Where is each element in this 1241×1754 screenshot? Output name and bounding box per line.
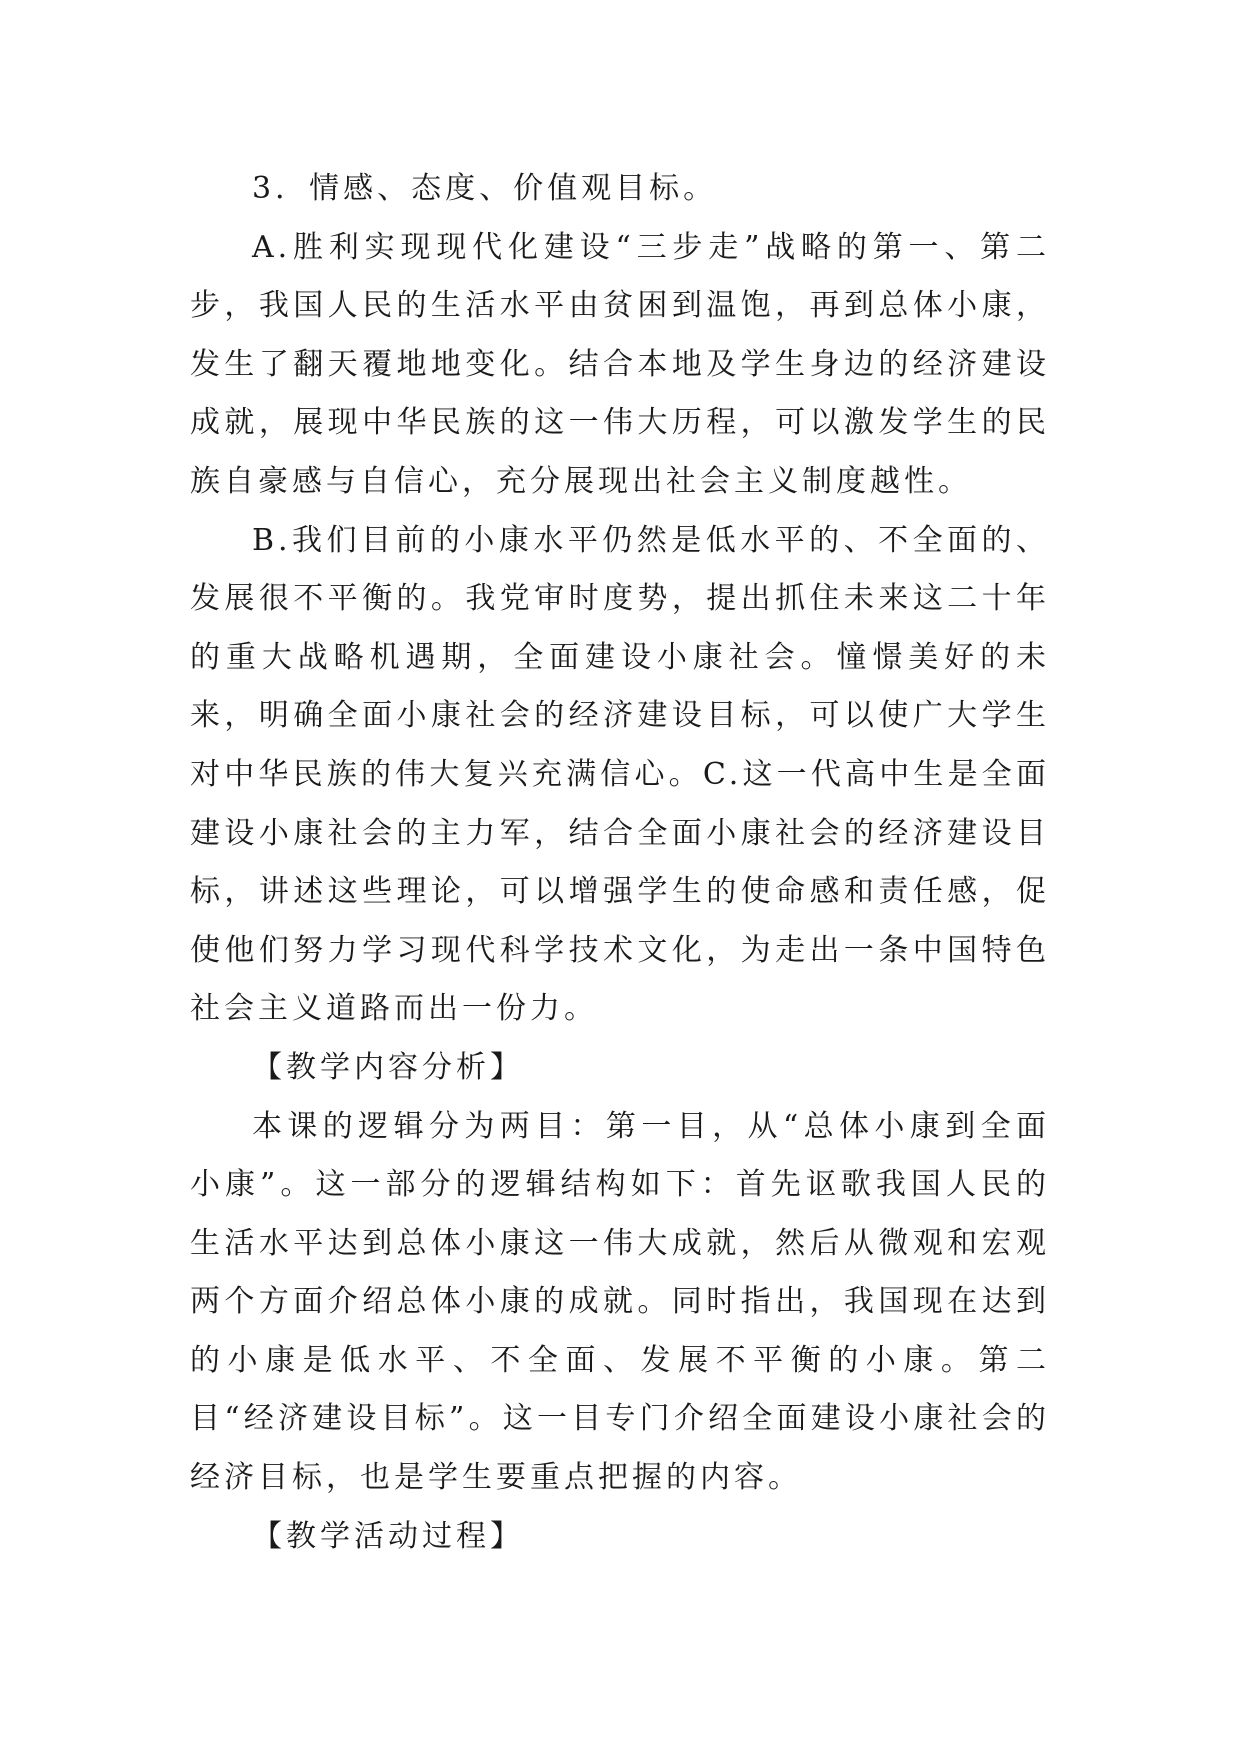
paragraph-goal-a: A.胜利实现现代化建设“三步走”战略的第一、第二步，我国人民的生活水平由贫困到温饱，再到总体小康，发生了翻天覆地地变化。结合本地及学生身边的经济建设成就，展现中华民族的这一伟大历程，可以激发学生的民族自豪感与自信心，充分展现出社会主义制度越性。: [190, 229, 1050, 499]
section-heading-emotional-goals: 3．情感、态度、价值观目标。: [252, 171, 718, 206]
section-heading-content-analysis: 【教学内容分析】: [252, 1049, 524, 1085]
paragraph-goal-b-c: B.我们目前的小康水平仍然是低水平的、不全面的、发展很不平衡的。我党审时度势，提出抓住未来这二十年的重大战略机遇期，全面建设小康社会。憧憬美好的未来，明确全面小康社会的经济建设目标，可以使广大学生对中华民族的伟大复兴充满信心。C.这一代高中生是全面建设小康社会的主力军，结合全面小康社会的经济建设目标，讲述这些理论，可以增强学生的使命感和责任感，促使他们努力学习现代科学技术文化，为走出一条中国特色社会主义道路而出一份力。: [190, 522, 1050, 1027]
document-body: [190, 160, 1050, 1566]
paragraph-content-analysis: 本课的逻辑分为两目：第一目，从“总体小康到全面小康”。这一部分的逻辑结构如下：首先讴歌我国人民的生活水平达到总体小康这一伟大成就，然后从微观和宏观两个方面介绍总体小康的成就。同时指出，我国现在达到的小康是低水平、不全面、发展不平衡的小康。第二目“经济建设目标”。这一目专门介绍全面建设小康社会的经济目标，也是学生要重点把握的内容。: [190, 1108, 1050, 1496]
section-heading-activity-process: 【教学活动过程】: [252, 1518, 524, 1554]
